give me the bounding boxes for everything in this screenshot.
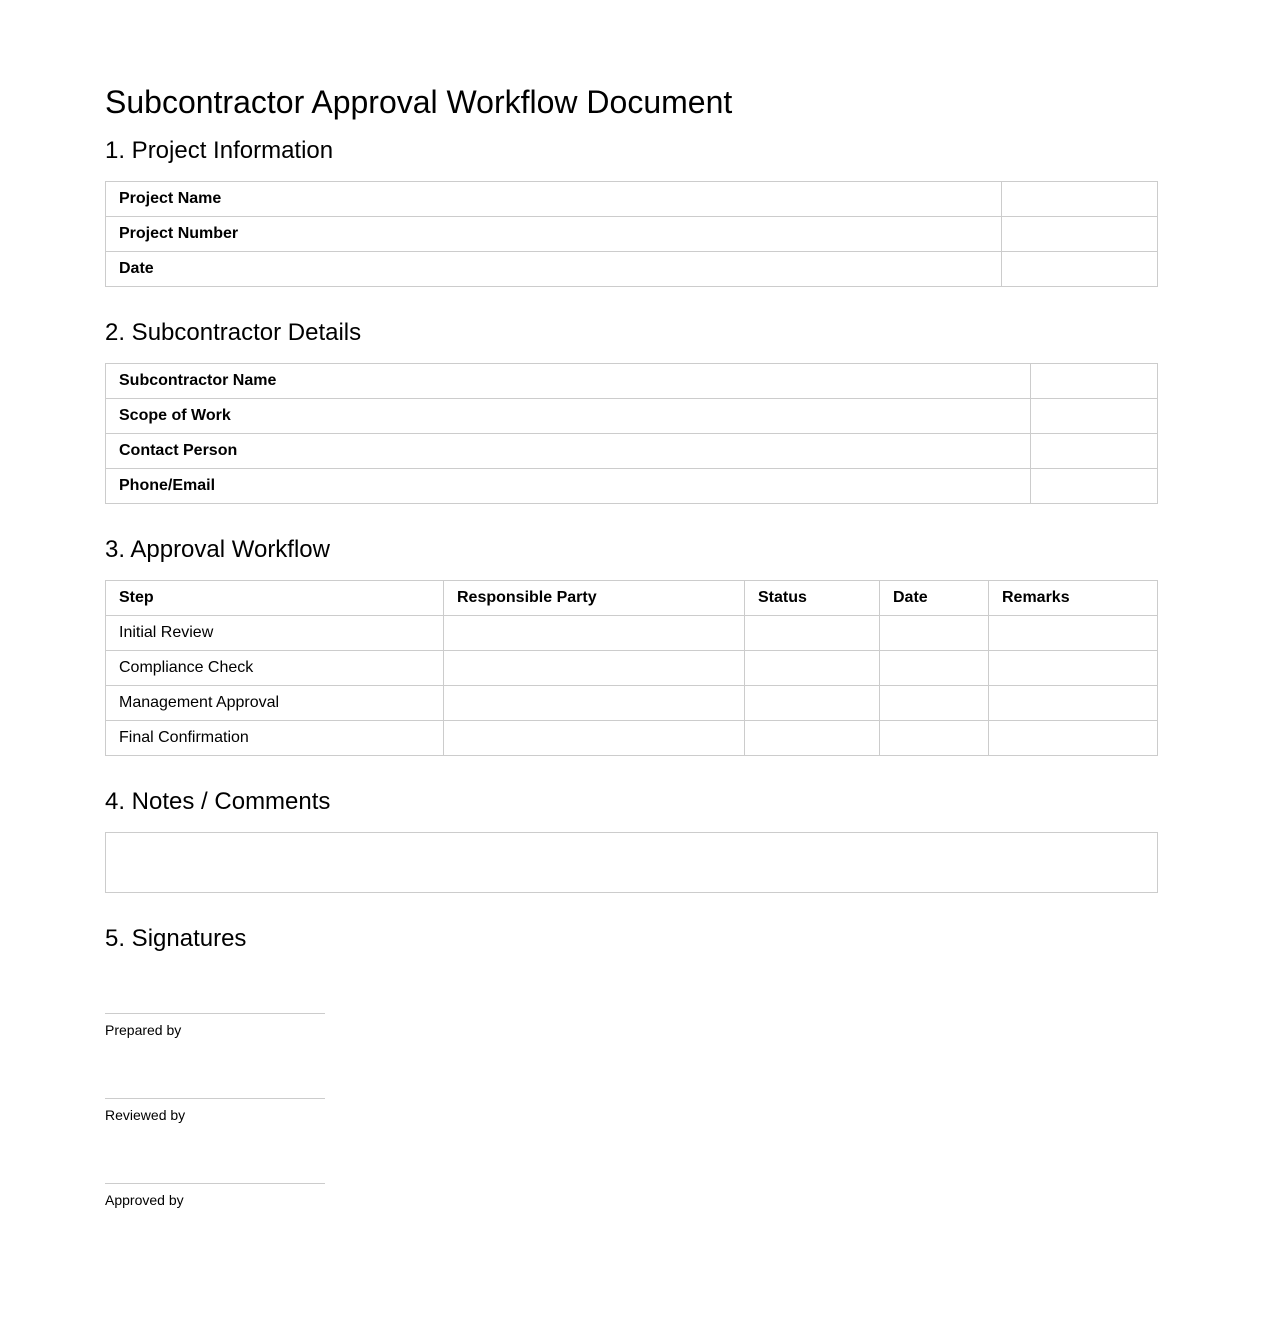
row-label: Scope of Work [106,399,1031,434]
signature-label: Reviewed by [105,1107,186,1123]
signature-line-reviewed[interactable] [105,1098,325,1123]
table-row [106,182,1158,217]
cell[interactable] [880,721,989,756]
signature-line-approved[interactable] [105,1183,325,1208]
cell[interactable] [989,651,1158,686]
cell[interactable] [989,686,1158,721]
cell[interactable] [745,686,880,721]
subcontractor-name-value[interactable] [1031,364,1158,399]
row-label: Project Number [106,217,1002,252]
scope-value[interactable] [1031,399,1158,434]
cell[interactable] [745,651,880,686]
project-info-table [105,181,1158,287]
column-header: Responsible Party [444,581,745,616]
cell[interactable] [444,721,745,756]
cell[interactable] [880,616,989,651]
column-header: Step [106,581,444,616]
row-label: Subcontractor Name [106,364,1031,399]
cell[interactable] [880,651,989,686]
workflow-table [105,580,1158,756]
section-heading-workflow: 3. Approval Workflow [105,536,330,563]
table-row [106,721,1158,756]
table-row [106,252,1158,287]
phone-email-value[interactable] [1031,469,1158,504]
column-header: Remarks [989,581,1158,616]
cell[interactable] [989,616,1158,651]
table-row [106,399,1158,434]
cell[interactable] [989,721,1158,756]
row-label: Phone/Email [106,469,1031,504]
table-header-row [106,581,1158,616]
column-header: Date [880,581,989,616]
cell[interactable] [444,686,745,721]
row-label: Contact Person [106,434,1031,469]
column-header: Status [745,581,880,616]
cell[interactable] [745,616,880,651]
step-cell: Compliance Check [106,651,444,686]
section-heading-subcontractor: 2. Subcontractor Details [105,319,362,346]
cell[interactable] [444,616,745,651]
step-cell: Initial Review [106,616,444,651]
row-label: Date [106,252,1002,287]
project-name-value[interactable] [1002,182,1158,217]
section-heading-signatures: 5. Signatures [105,925,247,952]
step-cell: Management Approval [106,686,444,721]
date-value[interactable] [1002,252,1158,287]
table-row [106,364,1158,399]
table-row [106,686,1158,721]
cell[interactable] [444,651,745,686]
contact-value[interactable] [1031,434,1158,469]
table-row [106,434,1158,469]
row-label: Project Name [106,182,1002,217]
table-row [106,616,1158,651]
subcontractor-table [105,363,1158,504]
table-row [106,469,1158,504]
signature-label: Approved by [105,1192,184,1208]
cell[interactable] [745,721,880,756]
project-number-value[interactable] [1002,217,1158,252]
table-row [106,217,1158,252]
section-heading-project: 1. Project Information [105,137,334,164]
document-title: Subcontractor Approval Workflow Document [105,84,733,120]
step-cell: Final Confirmation [106,721,444,756]
cell[interactable] [880,686,989,721]
table-row [106,651,1158,686]
notes-box[interactable] [105,832,1158,893]
signature-line-prepared[interactable] [105,1013,325,1038]
section-heading-notes: 4. Notes / Comments [105,788,331,815]
signature-label: Prepared by [105,1022,182,1038]
